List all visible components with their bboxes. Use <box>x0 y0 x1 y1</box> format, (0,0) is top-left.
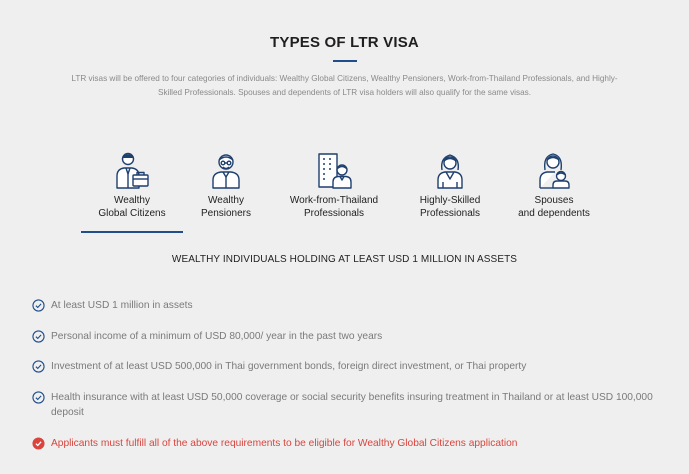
requirement-text: At least USD 1 million in assets <box>51 300 193 311</box>
mother-child-icon <box>534 150 574 190</box>
check-circle-icon <box>32 391 45 404</box>
list-item <box>32 390 672 420</box>
active-tab-indicator <box>81 231 183 233</box>
check-circle-icon <box>32 360 45 373</box>
section-heading: WEALTHY INDIVIDUALS HOLDING AT LEAST USD 1 MILLION IN ASSETS <box>171 254 518 265</box>
intro-text: LTR visas will be offered to four categories of individuals: Wealthy Global Citizens, Wealthy Pensioners, Work-from-Thailand Professionals, and Highly-Skilled Professionals. Spouses and dependents of LTR visa holders will also qualify for the same visas. <box>71 74 618 97</box>
tab-label: Wealthy Global Citizens <box>98 195 166 219</box>
requirement-text: Investment of at least USD 500,000 in Thai government bonds, foreign direct investment, or Thai property <box>51 361 527 372</box>
requirement-text: Personal income of a minimum of USD 80,000/ year in the past two years <box>51 331 383 342</box>
requirement-text: Health insurance with at least USD 50,000 coverage or social security benefits insuring treatment in Thailand or at least USD 100,000 deposit <box>51 392 653 418</box>
tab-spouses-and-dependents[interactable] <box>509 150 599 234</box>
tab-work-from-thailand-professionals[interactable] <box>279 150 389 234</box>
list-item <box>32 298 672 313</box>
warning-text: Applicants must fulfill all of the above requirements to be eligible for Wealthy Global Citizens application <box>51 438 518 449</box>
title-underline <box>333 60 357 62</box>
office-worker-building-icon <box>314 150 354 190</box>
tab-wealthy-pensioners[interactable] <box>188 150 264 234</box>
tab-label: Highly-Skilled Professionals <box>419 195 481 219</box>
tab-highly-skilled-professionals[interactable] <box>410 150 490 234</box>
businessman-briefcase-icon <box>112 150 152 190</box>
warning-item <box>32 436 672 451</box>
list-item <box>32 329 672 344</box>
elderly-man-icon <box>206 150 246 190</box>
list-item <box>32 359 672 374</box>
page-title: TYPES OF LTR VISA <box>270 34 419 51</box>
tab-label: Spouses and dependents <box>518 195 590 219</box>
tab-label: Wealthy Pensioners <box>200 195 252 219</box>
check-circle-icon <box>32 299 45 312</box>
visa-type-tabs <box>0 150 689 236</box>
professional-woman-icon <box>430 150 470 190</box>
check-circle-filled-icon <box>32 437 45 450</box>
tab-wealthy-global-citizens[interactable] <box>81 150 183 234</box>
tab-label: Work-from-Thailand Professionals <box>289 195 379 219</box>
check-circle-icon <box>32 330 45 343</box>
